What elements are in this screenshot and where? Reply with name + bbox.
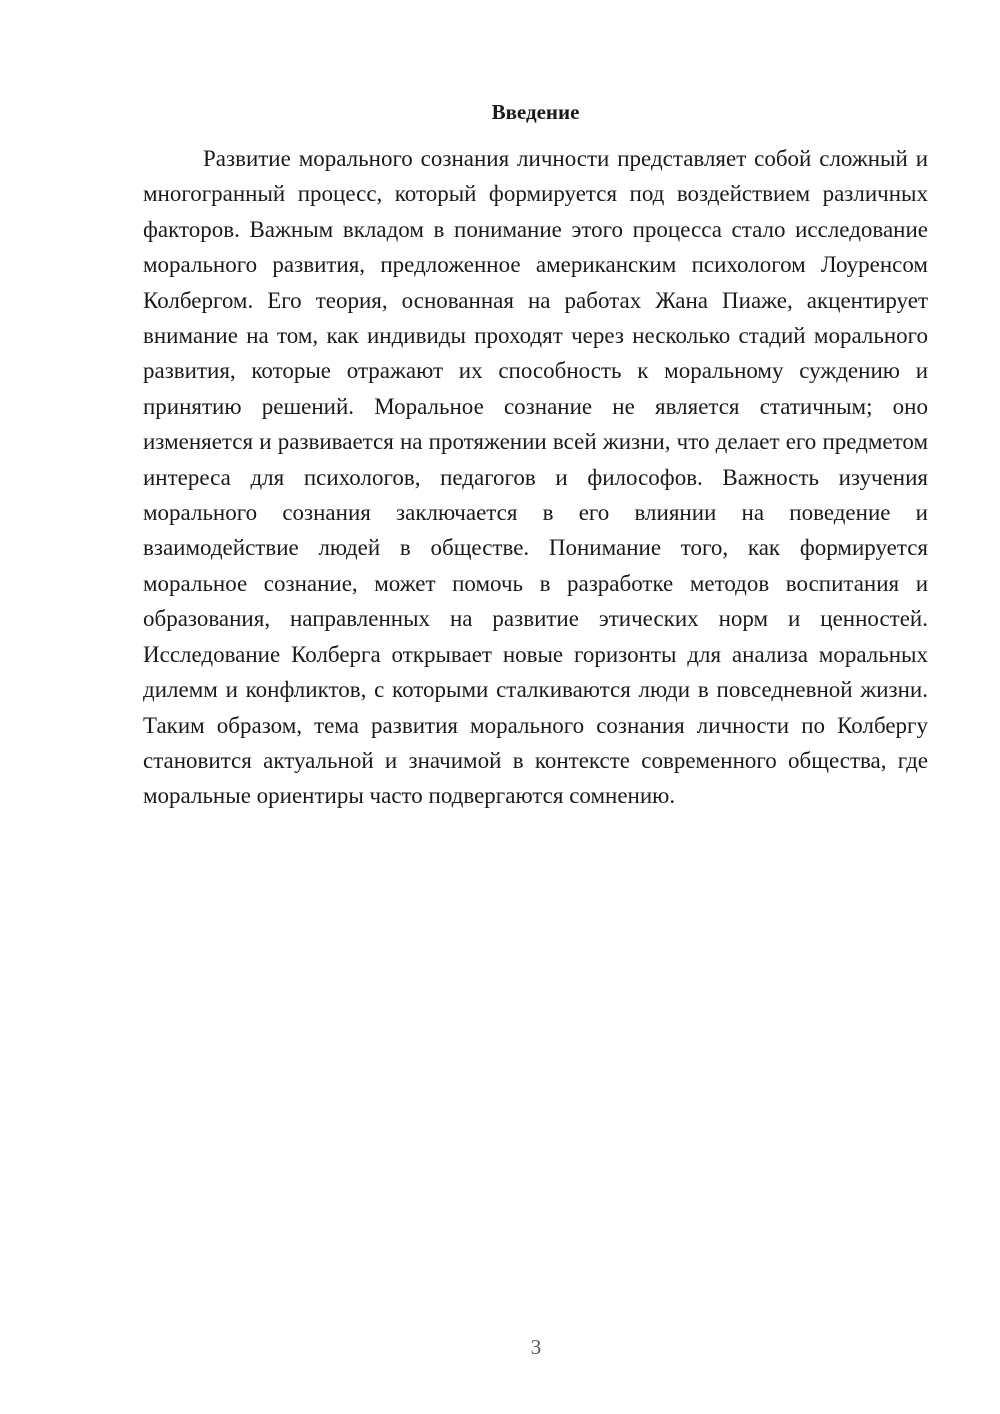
section-heading: Введение [491, 100, 580, 124]
page-number: 3 [530, 1335, 542, 1359]
body-paragraph: Развитие морального сознания личности представляет собой сложный и многогранный процесс, который формируется под воздействием различных факторов. Важным вкладом в понимание этого процесса стало исследование морального развития, предложенное американским психологом Лоуренсом Колбергом. Его теория, основанная на работах Жана Пиаже, акцентирует внимание на том, как индивиды проходят через несколько стадий морального развития, которые отражают их способность к моральному суждению и принятию решений. Моральное сознание не является статичным; оно изменяется и развивается на протяжении всей жизни, что делает его предметом интереса для психологов, педагогов и философов. Важность изучения морального сознания заключается в его влиянии на поведение и взаимодействие людей в обществе. Понимание того, как формируется моральное сознание, может помочь в разработке методов воспитания и образования, направленных на развитие этических норм и ценностей. Исследование Колберга открывает новые горизонты для анализа моральных дилемм и конфликтов, с которыми сталкиваются люди в повседневной жизни. Таким образом, тема развития морального сознания личности по Колбергу становится актуальной и значимой в контексте современного общества, где моральные ориентиры часто подвергаются сомнению. [143, 146, 928, 809]
